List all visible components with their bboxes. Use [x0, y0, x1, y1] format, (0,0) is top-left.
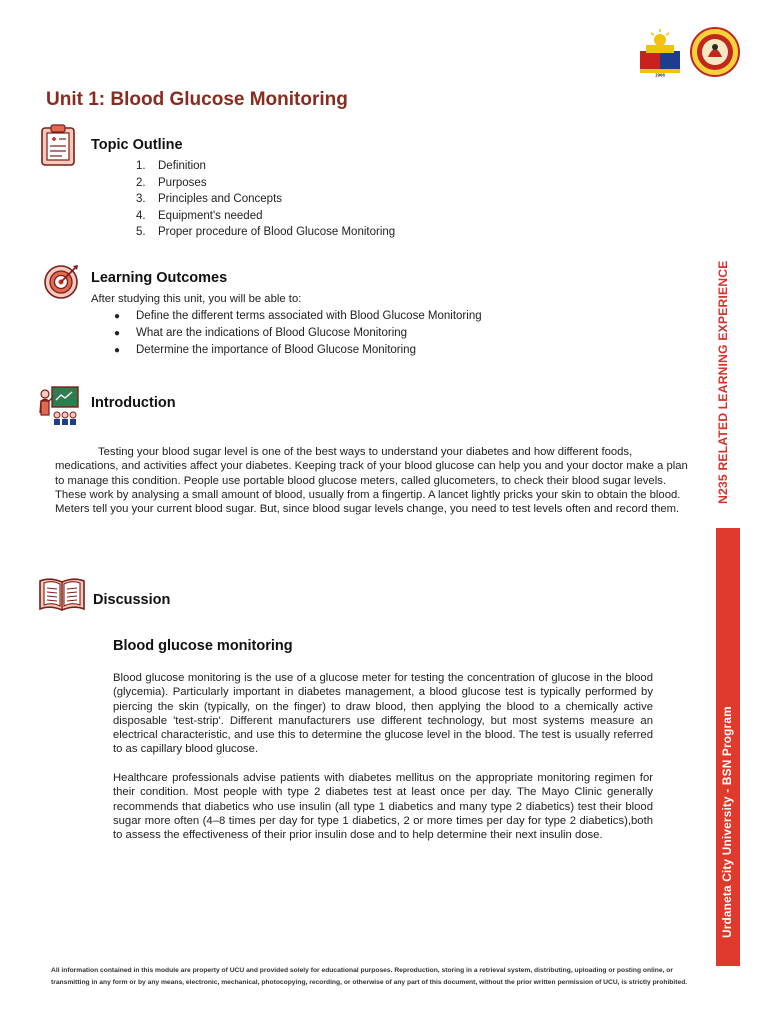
list-item: ● What are the indications of Blood Glucose Monitoring: [114, 327, 408, 340]
list-item: 3. Principles and Concepts: [136, 193, 283, 206]
clipboard-icon: [40, 123, 76, 167]
teacher-board-icon: [38, 385, 80, 427]
side-program-label: Urdaneta City University - BSN Program: [720, 706, 734, 938]
introduction-text: Testing your blood sugar level is one of the best ways to understand your diabetes and how different foods, medications, and activities affect your diabetes. Keeping track of your blood glucose can help you and your doctor make a plan to manage this condition. People use portable blood glucose meters, called glucometers, to check their blood sugar levels. These work by analysing a small amount of blood, usually from a fingertip. A lancet lightly pricks your skin to obtain the blood. Meters tell you your current blood sugar. But, since blood sugar levels change, you need to test levels often and record them.: [55, 446, 688, 516]
learning-outcomes-title: Learning Outcomes: [91, 270, 228, 286]
learning-outcomes-intro: After studying this unit, you will be able to:: [91, 293, 302, 305]
topic-outline-list: [136, 158, 395, 241]
open-book-icon: [38, 575, 86, 613]
copyright-footer: All information contained in this module are property of UCU and provided solely for educational purposes. Reproduction, storing in a retrieval system, distributing, uploading or posting online, or transmitting in any form or by any means, electronic, mechanical, photocopying, recording, or otherwise of any part of this document, without the prior written permission of UCU, is strictly prohibited.: [51, 967, 688, 986]
introduction-title: Introduction: [91, 395, 176, 411]
list-item: 5. Proper procedure of Blood Glucose Monitoring: [136, 226, 396, 239]
institution-logo-left: [636, 27, 684, 77]
list-item: 4. Equipment's needed: [136, 209, 263, 222]
unit-title: Unit 1: Blood Glucose Monitoring: [46, 89, 348, 110]
discussion-paragraph: Blood glucose monitoring is the use of a glucose meter for testing the concentration of glucose in the blood (glycemia). Particularly important in diabetes management, a blood glucose test is typically performed by piercing the skin (typically, on the finger) to draw blood, then applying the blood to a chemically active disposable 'test-strip'. Different manufacturers use different technology, but most systems measure an electrical characteristic, and use this to determine the glucose level in the blood. The test is usually referred to as capillary blood glucose.: [113, 672, 653, 756]
list-item: ● Define the different terms associated with Blood Glucose Monitoring: [114, 310, 482, 322]
discussion-title: Discussion: [93, 592, 171, 608]
learning-outcomes-list: [114, 308, 482, 360]
topic-outline-title: Topic Outline: [91, 137, 183, 153]
discussion-subheading: Blood glucose monitoring: [113, 638, 293, 654]
list-item: 2. Purposes: [136, 176, 207, 189]
list-item: 1. Definition: [136, 160, 206, 172]
list-item: ● Determine the importance of Blood Glucose Monitoring: [114, 344, 416, 357]
discussion-paragraph: Healthcare professionals advise patients with diabetes mellitus on the appropriate monitoring regimen for their condition. Most people with type 2 diabetes test at least once per day. The Mayo Clinic generally recommends that diabetics who use insulin (all type 1 diabetics and many type 2 diabetics) test their blood sugar more often (4–8 times per day for type 1 diabetics, 2 or more times per day for type 2 diabetics),both to assess the effectiveness of their prior insulin dose and to help determine their next insulin dose.: [113, 772, 653, 842]
side-course-label: N235 RELATED LEARNING EXPERIENCE: [716, 260, 730, 504]
logo-year: 1966: [654, 72, 666, 77]
target-icon: [43, 263, 79, 301]
university-seal-logo: [690, 27, 740, 77]
